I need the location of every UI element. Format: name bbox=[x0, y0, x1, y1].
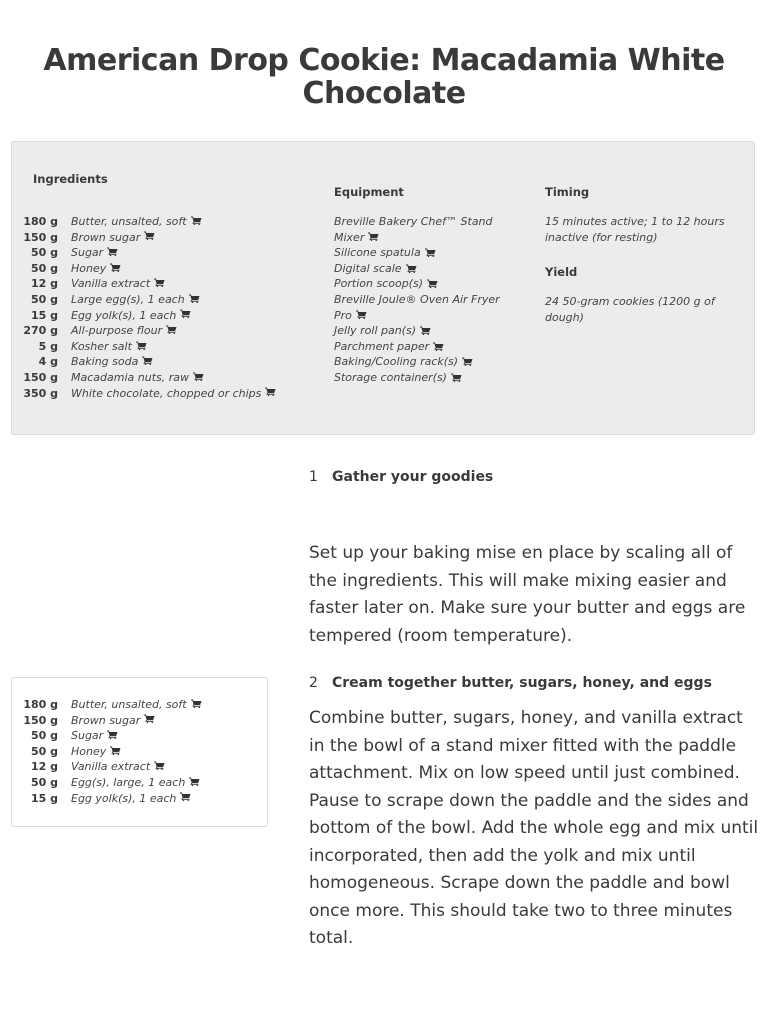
equipment-list bbox=[334, 214, 509, 386]
ingredient-name: Egg(s), large, 1 each bbox=[71, 775, 186, 789]
step-2-body: Combine butter, sugars, honey, and vanilla extract in the bowl of a stand mixer fitted with the paddle attachment. Mix on low speed until just combined. Pause to scrape down the paddle and the sides and bottom of the bowl. Add the whole egg and mix until incorporated, then add the yolk and mix until homogeneous. Scrape down the paddle and bowl once more. This should take two to three minutes total. bbox=[309, 708, 759, 948]
step-2-ingredient-row bbox=[20, 697, 202, 713]
step-2-ingredient-row bbox=[20, 759, 202, 775]
ingredients-label: Ingredients bbox=[33, 172, 108, 186]
ingredient-quantity: 50 g bbox=[30, 246, 58, 260]
step-2-ingredient-row bbox=[20, 713, 202, 729]
equipment-name: Digital scale bbox=[334, 261, 402, 275]
equipment-item bbox=[334, 370, 509, 386]
shopping-cart-icon[interactable] bbox=[144, 713, 155, 722]
shopping-cart-icon[interactable] bbox=[433, 340, 444, 349]
equipment-name: Jelly roll pan(s) bbox=[334, 324, 417, 338]
ingredient-quantity: 270 g bbox=[23, 324, 58, 338]
equipment-item bbox=[334, 323, 509, 339]
step-1-body: Set up your baking mise en place by scaling all of the ingredients. This will make mixing easier and faster later on. Make sure your butter and eggs are tempered (room temperature). bbox=[309, 543, 746, 646]
ingredient-quantity: 150 g bbox=[23, 713, 58, 727]
yield-text: 24 50-gram cookies (1200 g of dough) bbox=[545, 295, 715, 324]
equipment-name: Storage container(s) bbox=[334, 370, 447, 384]
shopping-cart-icon[interactable] bbox=[189, 775, 200, 784]
shopping-cart-icon[interactable] bbox=[427, 277, 438, 286]
ingredient-quantity: 50 g bbox=[30, 261, 58, 275]
equipment-item bbox=[334, 292, 509, 323]
ingredient-row bbox=[20, 230, 276, 246]
equipment-item bbox=[334, 214, 509, 245]
ingredient-row bbox=[20, 354, 276, 370]
ingredient-name: Brown sugar bbox=[71, 713, 141, 727]
shopping-cart-icon[interactable] bbox=[142, 354, 153, 363]
ingredient-row bbox=[20, 214, 276, 230]
step-2-ingredients-panel bbox=[11, 677, 268, 827]
ingredient-name: Honey bbox=[71, 744, 107, 758]
step-2-title: Cream together butter, sugars, honey, and eggs bbox=[332, 675, 712, 691]
shopping-cart-icon[interactable] bbox=[451, 371, 462, 380]
equipment-item bbox=[334, 276, 509, 292]
equipment-name: Silicone spatula bbox=[334, 246, 421, 260]
step-2-ingredients-list bbox=[20, 697, 202, 806]
equipment-name: Breville Joule® Oven Air Fryer Pro bbox=[334, 292, 500, 322]
shopping-cart-icon[interactable] bbox=[368, 231, 379, 240]
shopping-cart-icon[interactable] bbox=[110, 744, 121, 753]
ingredient-quantity: 4 g bbox=[38, 355, 58, 369]
shopping-cart-icon[interactable] bbox=[420, 324, 431, 333]
shopping-cart-icon[interactable] bbox=[265, 386, 276, 395]
ingredient-name: Macadamia nuts, raw bbox=[71, 370, 189, 384]
ingredients-panel bbox=[11, 141, 755, 435]
step-2-number: 2 bbox=[309, 675, 318, 691]
shopping-cart-icon[interactable] bbox=[110, 261, 121, 270]
ingredient-name: Egg yolk(s), 1 each bbox=[71, 308, 177, 322]
shopping-cart-icon[interactable] bbox=[356, 309, 367, 318]
ingredient-name: Sugar bbox=[71, 246, 104, 260]
shopping-cart-icon[interactable] bbox=[154, 276, 165, 285]
shopping-cart-icon[interactable] bbox=[462, 355, 473, 364]
ingredient-row bbox=[20, 245, 276, 261]
ingredient-quantity: 50 g bbox=[30, 744, 58, 758]
ingredient-quantity: 50 g bbox=[30, 292, 58, 306]
ingredient-quantity: 12 g bbox=[30, 277, 58, 291]
ingredient-row bbox=[20, 339, 276, 355]
ingredient-row bbox=[20, 276, 276, 292]
shopping-cart-icon[interactable] bbox=[406, 262, 417, 271]
equipment-label: Equipment bbox=[334, 185, 404, 199]
shopping-cart-icon[interactable] bbox=[191, 697, 202, 706]
ingredient-quantity: 15 g bbox=[30, 308, 58, 322]
ingredient-row bbox=[20, 292, 276, 308]
ingredient-name: Brown sugar bbox=[71, 230, 141, 244]
equipment-name: Breville Bakery Chef™ Stand Mixer bbox=[334, 215, 493, 244]
ingredient-name: White chocolate, chopped or chips bbox=[71, 386, 262, 400]
equipment-name: Baking/Cooling rack(s) bbox=[334, 355, 459, 369]
ingredients-list bbox=[20, 214, 276, 401]
ingredient-row bbox=[20, 323, 276, 339]
shopping-cart-icon[interactable] bbox=[425, 246, 436, 255]
ingredient-quantity: 50 g bbox=[30, 729, 58, 743]
equipment-item bbox=[334, 339, 509, 355]
ingredient-row bbox=[20, 308, 276, 324]
ingredient-quantity: 180 g bbox=[23, 698, 58, 711]
equipment-name: Portion scoop(s) bbox=[334, 277, 423, 291]
shopping-cart-icon[interactable] bbox=[180, 308, 191, 317]
yield-label: Yield bbox=[545, 265, 578, 279]
shopping-cart-icon[interactable] bbox=[144, 230, 155, 239]
equipment-item bbox=[334, 245, 509, 261]
step-2-ingredient-row bbox=[20, 744, 202, 760]
ingredient-row bbox=[20, 261, 276, 277]
step-1-heading bbox=[309, 469, 493, 485]
ingredient-quantity: 5 g bbox=[38, 339, 58, 353]
shopping-cart-icon[interactable] bbox=[107, 245, 118, 254]
ingredient-name: Kosher salt bbox=[71, 339, 132, 353]
ingredient-quantity: 150 g bbox=[23, 230, 58, 244]
ingredient-row bbox=[20, 386, 276, 402]
shopping-cart-icon[interactable] bbox=[180, 791, 191, 800]
shopping-cart-icon[interactable] bbox=[136, 339, 147, 348]
ingredient-name: All-purpose flour bbox=[71, 324, 163, 338]
ingredient-quantity: 350 g bbox=[23, 386, 58, 400]
equipment-name: Parchment paper bbox=[334, 339, 430, 353]
ingredient-quantity: 50 g bbox=[30, 775, 58, 789]
step-2-ingredient-row bbox=[20, 728, 202, 744]
ingredient-name: Vanilla extract bbox=[71, 277, 151, 291]
recipe-title: American Drop Cookie: Macadamia White Chocolate bbox=[43, 43, 725, 111]
ingredient-name: Large egg(s), 1 each bbox=[71, 292, 185, 306]
shopping-cart-icon[interactable] bbox=[107, 728, 118, 737]
step-2-ingredient-row bbox=[20, 775, 202, 791]
ingredient-name: Butter, unsalted, soft bbox=[71, 698, 187, 711]
ingredient-row bbox=[20, 370, 276, 386]
shopping-cart-icon[interactable] bbox=[166, 323, 177, 332]
ingredient-quantity: 15 g bbox=[30, 791, 58, 805]
equipment-item bbox=[334, 354, 509, 370]
ingredient-name: Baking soda bbox=[71, 355, 139, 369]
shopping-cart-icon[interactable] bbox=[193, 370, 204, 379]
step-2-ingredient-row bbox=[20, 791, 202, 807]
shopping-cart-icon[interactable] bbox=[191, 214, 202, 223]
ingredient-quantity: 12 g bbox=[30, 760, 58, 774]
ingredient-name: Egg yolk(s), 1 each bbox=[71, 791, 177, 805]
ingredient-name: Vanilla extract bbox=[71, 760, 151, 774]
shopping-cart-icon[interactable] bbox=[154, 759, 165, 768]
ingredient-quantity: 180 g bbox=[23, 215, 58, 228]
timing-label: Timing bbox=[545, 185, 590, 199]
shopping-cart-icon[interactable] bbox=[189, 292, 200, 301]
step-1-number: 1 bbox=[309, 469, 318, 485]
ingredient-name: Sugar bbox=[71, 729, 104, 743]
ingredient-name: Butter, unsalted, soft bbox=[71, 215, 187, 228]
step-1-title: Gather your goodies bbox=[332, 469, 494, 485]
equipment-item bbox=[334, 261, 509, 277]
ingredient-quantity: 150 g bbox=[23, 370, 58, 384]
timing-text: 15 minutes active; 1 to 12 hours inactive (for resting) bbox=[545, 215, 725, 244]
step-2-heading bbox=[309, 675, 712, 691]
ingredient-name: Honey bbox=[71, 261, 107, 275]
